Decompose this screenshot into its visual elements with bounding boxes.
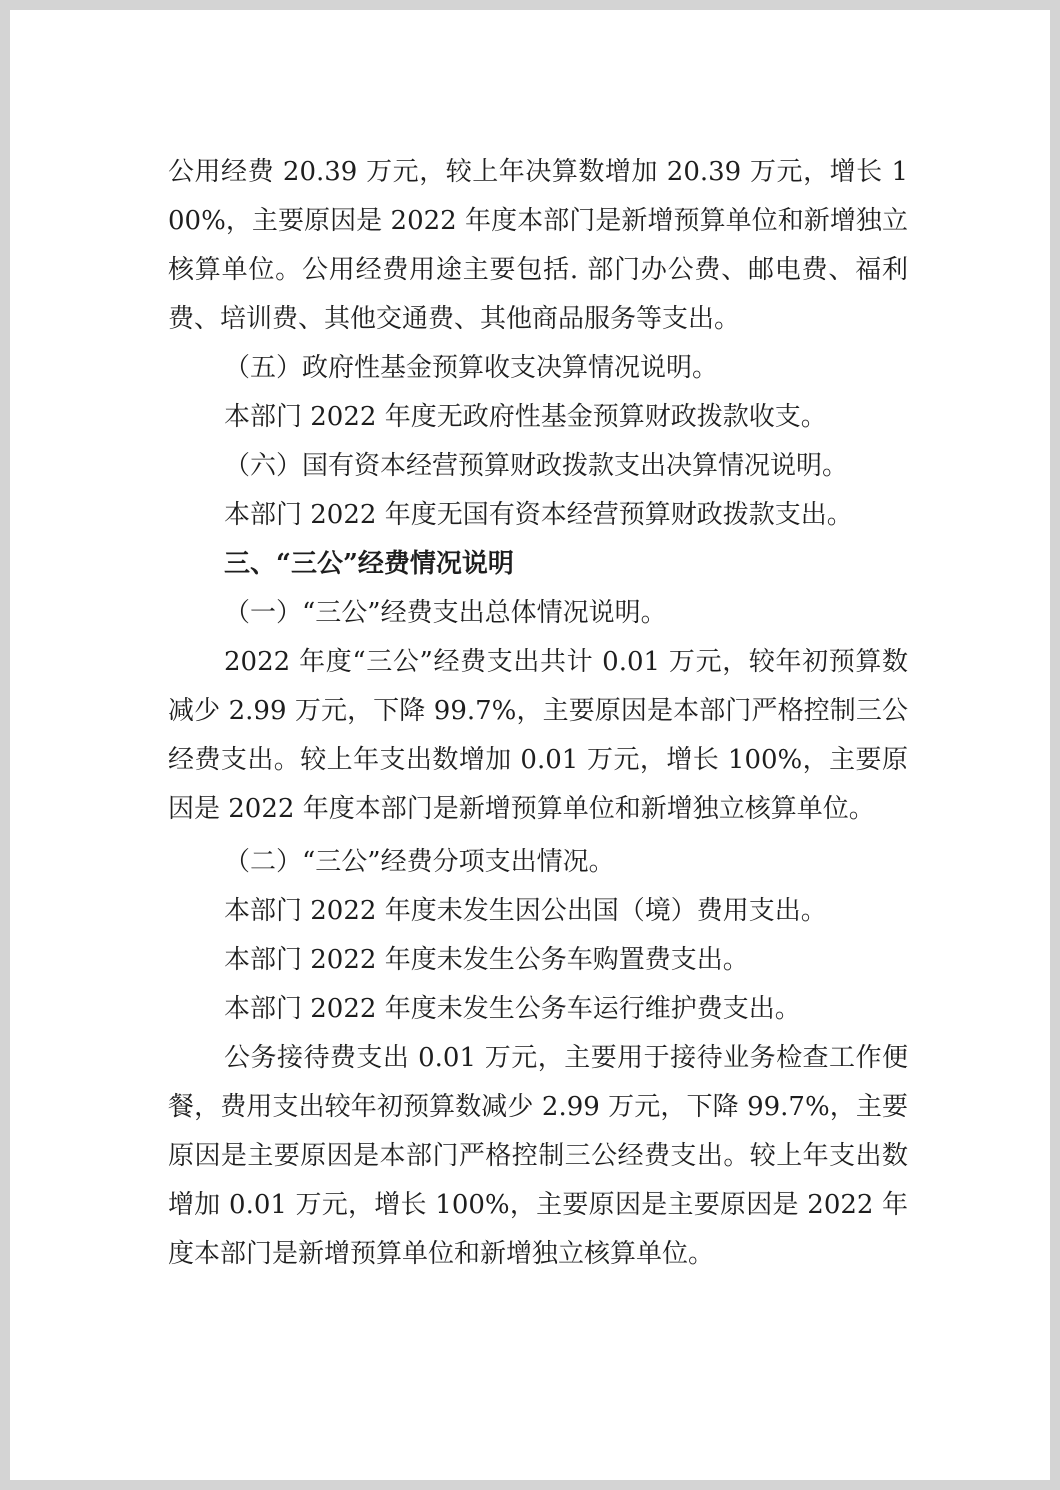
document-page <box>10 10 1050 1480</box>
document-body <box>168 148 908 1279</box>
section-heading-government-fund: （五）政府性基金预算收支决算情况说明。 <box>224 353 719 383</box>
paragraph-vehicle-maintenance: 本部门 2022 年度未发生公务车运行维护费支出。 <box>224 994 801 1024</box>
section-heading-three-public: 三、“三公”经费情况说明 <box>224 549 514 579</box>
paragraph-government-fund: 本部门 2022 年度无政府性基金预算财政拨款收支。 <box>224 402 827 432</box>
section-heading-overall: （一）“三公”经费支出总体情况说明。 <box>224 598 667 628</box>
section-heading-state-capital: （六）国有资本经营预算财政拨款支出决算情况说明。 <box>224 451 849 481</box>
section-heading-itemized: （二）“三公”经费分项支出情况。 <box>224 847 615 877</box>
paragraph-overseas: 本部门 2022 年度未发生因公出国（境）费用支出。 <box>224 896 827 926</box>
paragraph-vehicle-purchase: 本部门 2022 年度未发生公务车购置费支出。 <box>224 945 749 975</box>
paragraph-overall: 2022 年度“三公”经费支出共计 0.01 万元，较年初预算数减少 2.99 万元，下降 99.7%，主要原因是本部门严格控制三公经费支出。较上年支出数增加 0.01 万元，增长 100%，主要原因是 2022 年度本部门是新增预算单位和新增独立核算单位。 <box>168 647 908 824</box>
paragraph-public-funds: 公用经费 20.39 万元，较上年决算数增加 20.39 万元，增长 100%，主要原因是 2022 年度本部门是新增预算单位和新增独立核算单位。公用经费用途主要包括. 部门办公费、邮电费、福利费、培训费、其他交通费、其他商品服务等支出。 <box>168 157 908 334</box>
paragraph-reception: 公务接待费支出 0.01 万元，主要用于接待业务检查工作便餐，费用支出较年初预算数减少 2.99 万元，下降 99.7%，主要原因是主要原因是本部门严格控制三公经费支出。较上年支出数增加 0.01 万元，增长 100%，主要原因是主要原因是 2022 年度本部门是新增预算单位和新增独立核算单位。 <box>168 1043 908 1269</box>
paragraph-state-capital: 本部门 2022 年度无国有资本经营预算财政拨款支出。 <box>224 500 853 530</box>
